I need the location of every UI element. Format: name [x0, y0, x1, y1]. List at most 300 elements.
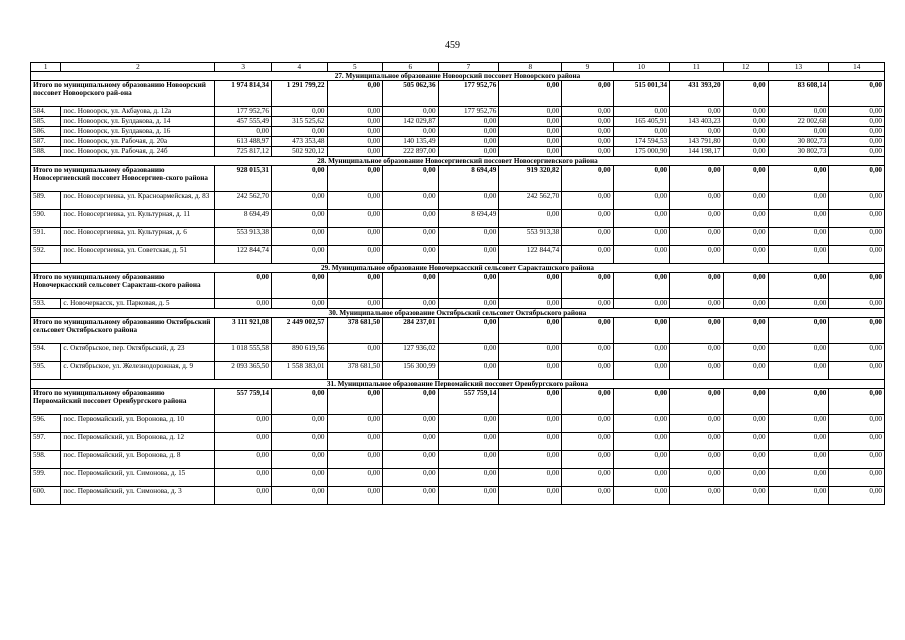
- column-header: 5: [327, 63, 383, 72]
- row-value: 0,00: [438, 147, 499, 157]
- row-value: 0,00: [499, 210, 562, 228]
- total-value: 0,00: [768, 318, 829, 344]
- row-number: 585.: [31, 117, 61, 127]
- total-value: 0,00: [327, 389, 383, 415]
- total-value: 557 759,14: [215, 389, 272, 415]
- total-row: [31, 318, 885, 344]
- row-value: 0,00: [768, 487, 829, 505]
- total-row: [31, 81, 885, 107]
- row-value: 0,00: [562, 107, 613, 117]
- row-value: 174 594,53: [613, 137, 670, 147]
- row-value: 156 300,99: [383, 362, 439, 380]
- row-address: пос. Новосергиевка, ул. Культурная, д. 6: [61, 228, 215, 246]
- row-value: 0,00: [670, 487, 723, 505]
- row-value: 0,00: [829, 137, 885, 147]
- row-value: 0,00: [829, 362, 885, 380]
- column-header: 13: [768, 63, 829, 72]
- row-number: 596.: [31, 415, 61, 433]
- row-number: 594.: [31, 344, 61, 362]
- row-value: 0,00: [383, 451, 439, 469]
- total-value: 0,00: [438, 318, 499, 344]
- row-value: 457 555,49: [215, 117, 272, 127]
- row-value: 0,00: [438, 299, 499, 309]
- row-value: 0,00: [829, 107, 885, 117]
- row-value: 0,00: [829, 415, 885, 433]
- total-value: 2 449 002,57: [271, 318, 327, 344]
- row-value: 127 936,02: [383, 344, 439, 362]
- row-value: 0,00: [768, 451, 829, 469]
- row-value: 0,00: [499, 451, 562, 469]
- row-value: 0,00: [438, 487, 499, 505]
- row-value: 0,00: [499, 469, 562, 487]
- row-address: пос. Первомайский, ул. Воронова, д. 8: [61, 451, 215, 469]
- row-value: 0,00: [215, 433, 272, 451]
- row-value: 0,00: [723, 415, 768, 433]
- total-value: 0,00: [562, 81, 613, 107]
- row-value: 30 802,73: [768, 137, 829, 147]
- total-value: 919 320,82: [499, 166, 562, 192]
- row-value: 0,00: [499, 299, 562, 309]
- row-address: пос. Новосергиевка, ул. Культурная, д. 11: [61, 210, 215, 228]
- row-value: 0,00: [829, 246, 885, 264]
- row-value: 0,00: [670, 107, 723, 117]
- row-value: 22 002,68: [768, 117, 829, 127]
- row-value: 0,00: [499, 127, 562, 137]
- row-value: 0,00: [613, 433, 670, 451]
- total-value: 505 062,36: [383, 81, 439, 107]
- total-value: 0,00: [383, 166, 439, 192]
- row-value: 0,00: [438, 469, 499, 487]
- row-value: 0,00: [327, 137, 383, 147]
- row-value: 0,00: [499, 344, 562, 362]
- row-value: 0,00: [327, 344, 383, 362]
- row-value: 0,00: [768, 127, 829, 137]
- row-value: 0,00: [271, 469, 327, 487]
- row-value: 0,00: [670, 362, 723, 380]
- row-value: 0,00: [613, 415, 670, 433]
- column-header: 7: [438, 63, 499, 72]
- total-value: 0,00: [271, 166, 327, 192]
- row-value: 0,00: [327, 451, 383, 469]
- row-value: 0,00: [215, 415, 272, 433]
- row-address: пос. Первомайский, ул. Воронова, д. 12: [61, 433, 215, 451]
- row-value: 0,00: [562, 469, 613, 487]
- row-value: 0,00: [723, 117, 768, 127]
- row-value: 0,00: [215, 299, 272, 309]
- row-value: 0,00: [438, 246, 499, 264]
- row-value: 242 562,70: [215, 192, 272, 210]
- row-value: 502 920,12: [271, 147, 327, 157]
- total-value: 0,00: [723, 166, 768, 192]
- row-value: 0,00: [723, 137, 768, 147]
- row-number: 584.: [31, 107, 61, 117]
- row-value: 0,00: [271, 451, 327, 469]
- row-value: 0,00: [383, 299, 439, 309]
- total-value: 8 694,49: [438, 166, 499, 192]
- row-value: 725 817,12: [215, 147, 272, 157]
- section-title-row: [31, 380, 885, 389]
- row-value: 30 802,73: [768, 147, 829, 157]
- row-value: 0,00: [383, 415, 439, 433]
- row-value: 0,00: [499, 487, 562, 505]
- row-value: 613 488,97: [215, 137, 272, 147]
- row-value: 0,00: [438, 192, 499, 210]
- row-value: 175 000,90: [613, 147, 670, 157]
- row-number: 590.: [31, 210, 61, 228]
- total-value: 0,00: [723, 318, 768, 344]
- total-row: [31, 166, 885, 192]
- row-value: 1 558 383,01: [271, 362, 327, 380]
- row-value: 8 694,49: [215, 210, 272, 228]
- total-label: Итого по муниципальному образованию Новочеркасский сельсовет Саракташ-ского района: [31, 273, 215, 299]
- row-value: 0,00: [383, 107, 439, 117]
- row-value: 0,00: [829, 433, 885, 451]
- total-row: [31, 389, 885, 415]
- row-value: 0,00: [723, 469, 768, 487]
- total-value: 0,00: [327, 81, 383, 107]
- section-title-row: [31, 72, 885, 81]
- row-value: 0,00: [768, 299, 829, 309]
- table-row: [31, 433, 885, 451]
- row-address: пос. Новоорск, ул. Булдакова, д. 16: [61, 127, 215, 137]
- row-value: 0,00: [271, 299, 327, 309]
- row-value: 0,00: [723, 299, 768, 309]
- row-value: 0,00: [829, 210, 885, 228]
- row-value: 0,00: [829, 344, 885, 362]
- row-value: 0,00: [562, 117, 613, 127]
- section-title: 28. Муниципальное образование Новосергиевский поссовет Новосергиевского района: [31, 157, 885, 166]
- section-title: 27. Муниципальное образование Новоорский поссовет Новоорского района: [31, 72, 885, 81]
- total-row: [31, 273, 885, 299]
- row-value: 0,00: [271, 210, 327, 228]
- row-value: 0,00: [768, 107, 829, 117]
- row-value: 0,00: [215, 469, 272, 487]
- table-row: [31, 299, 885, 309]
- row-address: пос. Новосергиевка, ул. Красноармейская, д. 83: [61, 192, 215, 210]
- row-value: 0,00: [613, 246, 670, 264]
- row-value: 0,00: [271, 433, 327, 451]
- row-value: 0,00: [327, 147, 383, 157]
- row-value: 0,00: [499, 415, 562, 433]
- row-value: 0,00: [438, 362, 499, 380]
- row-value: 143 403,23: [670, 117, 723, 127]
- row-value: 0,00: [613, 107, 670, 117]
- total-value: 0,00: [613, 318, 670, 344]
- row-value: 0,00: [768, 246, 829, 264]
- row-value: 0,00: [271, 127, 327, 137]
- row-value: 242 562,70: [499, 192, 562, 210]
- row-value: 0,00: [613, 210, 670, 228]
- total-value: 0,00: [327, 273, 383, 299]
- row-value: 0,00: [562, 344, 613, 362]
- row-value: 0,00: [670, 192, 723, 210]
- row-value: 0,00: [383, 127, 439, 137]
- column-header: 12: [723, 63, 768, 72]
- row-value: 0,00: [499, 147, 562, 157]
- row-value: 0,00: [723, 228, 768, 246]
- section-title: 31. Муниципальное образование Первомайский поссовет Оренбургского района: [31, 380, 885, 389]
- row-value: 0,00: [383, 246, 439, 264]
- row-number: 589.: [31, 192, 61, 210]
- total-value: 0,00: [670, 166, 723, 192]
- row-value: 0,00: [271, 487, 327, 505]
- row-value: 0,00: [562, 246, 613, 264]
- total-value: 0,00: [670, 318, 723, 344]
- row-value: 0,00: [723, 433, 768, 451]
- row-value: 0,00: [562, 433, 613, 451]
- row-value: 0,00: [670, 299, 723, 309]
- total-value: 1 974 814,34: [215, 81, 272, 107]
- row-value: 0,00: [327, 210, 383, 228]
- row-value: 122 844,74: [215, 246, 272, 264]
- row-value: 122 844,74: [499, 246, 562, 264]
- row-value: 2 093 365,50: [215, 362, 272, 380]
- row-value: 177 952,76: [438, 107, 499, 117]
- row-value: 0,00: [438, 228, 499, 246]
- row-value: 1 018 555,58: [215, 344, 272, 362]
- row-address: пос. Первомайский, ул. Симонова, д. 15: [61, 469, 215, 487]
- table-row: [31, 137, 885, 147]
- row-value: 0,00: [723, 127, 768, 137]
- row-value: 0,00: [327, 246, 383, 264]
- row-value: 0,00: [670, 210, 723, 228]
- total-label: Итого по муниципальному образованию Первомайский поссовет Оренбургского района: [31, 389, 215, 415]
- row-value: 0,00: [613, 192, 670, 210]
- row-value: 0,00: [383, 433, 439, 451]
- column-header: 8: [499, 63, 562, 72]
- row-address: пос. Новосергиевка, ул. Советская, д. 51: [61, 246, 215, 264]
- row-value: 0,00: [768, 362, 829, 380]
- table-row: [31, 344, 885, 362]
- total-value: 0,00: [383, 389, 439, 415]
- row-value: 0,00: [670, 246, 723, 264]
- row-value: 140 135,49: [383, 137, 439, 147]
- data-table: [30, 62, 885, 505]
- total-value: 431 393,20: [670, 81, 723, 107]
- row-value: 0,00: [829, 228, 885, 246]
- total-value: 0,00: [829, 389, 885, 415]
- row-value: 0,00: [768, 344, 829, 362]
- section-title-row: [31, 309, 885, 318]
- total-value: 177 952,76: [438, 81, 499, 107]
- total-value: 0,00: [670, 389, 723, 415]
- row-value: 0,00: [829, 192, 885, 210]
- row-value: 0,00: [499, 107, 562, 117]
- total-value: 0,00: [215, 273, 272, 299]
- total-value: 378 681,50: [327, 318, 383, 344]
- table-row: [31, 127, 885, 137]
- row-value: 0,00: [613, 451, 670, 469]
- row-value: 0,00: [271, 228, 327, 246]
- section-title-row: [31, 157, 885, 166]
- row-value: 0,00: [768, 192, 829, 210]
- row-number: 588.: [31, 147, 61, 157]
- row-address: пос. Первомайский, ул. Воронова, д. 10: [61, 415, 215, 433]
- row-value: 0,00: [327, 228, 383, 246]
- column-header: 2: [61, 63, 215, 72]
- row-value: 0,00: [829, 147, 885, 157]
- page-number: 459: [445, 40, 460, 51]
- total-label: Итого по муниципальному образованию Новоорский поссовет Новоорского рай-она: [31, 81, 215, 107]
- total-value: 0,00: [499, 318, 562, 344]
- table-row: [31, 415, 885, 433]
- row-value: 0,00: [562, 362, 613, 380]
- row-number: 592.: [31, 246, 61, 264]
- row-value: 0,00: [438, 127, 499, 137]
- row-value: 142 029,87: [383, 117, 439, 127]
- row-value: 0,00: [670, 344, 723, 362]
- row-value: 0,00: [562, 192, 613, 210]
- total-value: 0,00: [829, 273, 885, 299]
- column-header: 4: [271, 63, 327, 72]
- column-header: 14: [829, 63, 885, 72]
- table-row: [31, 107, 885, 117]
- row-value: 0,00: [723, 192, 768, 210]
- table-row: [31, 210, 885, 228]
- total-value: 1 291 799,22: [271, 81, 327, 107]
- table-row: [31, 362, 885, 380]
- total-value: 0,00: [327, 166, 383, 192]
- total-value: 0,00: [613, 389, 670, 415]
- row-value: 0,00: [723, 344, 768, 362]
- row-address: с. Новочеркасск, ул. Парковая, д. 5: [61, 299, 215, 309]
- column-header: 1: [31, 63, 61, 72]
- section-title-row: [31, 264, 885, 273]
- total-value: 0,00: [499, 273, 562, 299]
- row-value: 0,00: [723, 362, 768, 380]
- row-value: 0,00: [499, 362, 562, 380]
- row-value: 0,00: [768, 210, 829, 228]
- column-header: 3: [215, 63, 272, 72]
- row-value: 0,00: [768, 433, 829, 451]
- row-address: пос. Новоорск, ул. Булдакова, д. 14: [61, 117, 215, 127]
- row-value: 0,00: [723, 451, 768, 469]
- row-value: 0,00: [271, 246, 327, 264]
- table-row: [31, 246, 885, 264]
- table-row: [31, 117, 885, 127]
- total-value: 0,00: [562, 318, 613, 344]
- total-value: 83 608,14: [768, 81, 829, 107]
- row-value: 0,00: [327, 469, 383, 487]
- row-value: 0,00: [327, 415, 383, 433]
- row-value: 0,00: [613, 487, 670, 505]
- row-value: 0,00: [829, 117, 885, 127]
- row-value: 0,00: [613, 127, 670, 137]
- total-value: 0,00: [499, 81, 562, 107]
- row-value: 8 694,49: [438, 210, 499, 228]
- row-value: 0,00: [768, 469, 829, 487]
- row-value: 378 681,50: [327, 362, 383, 380]
- table-row: [31, 147, 885, 157]
- total-label: Итого по муниципальному образованию Октябрьский сельсовет Октябрьского района: [31, 318, 215, 344]
- row-value: 0,00: [271, 415, 327, 433]
- table-row: [31, 469, 885, 487]
- column-header: 9: [562, 63, 613, 72]
- row-value: 0,00: [562, 137, 613, 147]
- row-value: 0,00: [829, 469, 885, 487]
- row-value: 0,00: [327, 299, 383, 309]
- row-number: 587.: [31, 137, 61, 147]
- row-value: 0,00: [723, 147, 768, 157]
- row-value: 0,00: [670, 228, 723, 246]
- row-number: 598.: [31, 451, 61, 469]
- column-header: 11: [670, 63, 723, 72]
- row-value: 0,00: [327, 192, 383, 210]
- row-value: 553 913,38: [215, 228, 272, 246]
- row-value: 165 405,91: [613, 117, 670, 127]
- row-value: 0,00: [670, 415, 723, 433]
- row-value: 0,00: [215, 451, 272, 469]
- row-value: 0,00: [562, 210, 613, 228]
- row-value: 0,00: [383, 228, 439, 246]
- row-value: 0,00: [670, 451, 723, 469]
- row-value: 0,00: [383, 210, 439, 228]
- header-row: [31, 63, 885, 72]
- total-value: 0,00: [271, 273, 327, 299]
- row-value: 0,00: [271, 107, 327, 117]
- total-value: 0,00: [438, 273, 499, 299]
- row-value: 0,00: [499, 117, 562, 127]
- total-value: 0,00: [613, 273, 670, 299]
- row-value: 0,00: [670, 469, 723, 487]
- row-value: 143 791,80: [670, 137, 723, 147]
- row-value: 0,00: [829, 127, 885, 137]
- row-value: 0,00: [438, 137, 499, 147]
- total-value: 0,00: [670, 273, 723, 299]
- total-value: 0,00: [829, 166, 885, 192]
- row-value: 0,00: [562, 299, 613, 309]
- row-value: 0,00: [768, 228, 829, 246]
- row-value: 0,00: [327, 433, 383, 451]
- row-value: 0,00: [383, 192, 439, 210]
- row-address: пос. Новоорск, ул. Рабочая, д. 24б: [61, 147, 215, 157]
- row-value: 0,00: [327, 117, 383, 127]
- total-value: 0,00: [562, 273, 613, 299]
- row-number: 595.: [31, 362, 61, 380]
- total-value: 0,00: [829, 81, 885, 107]
- section-title: 30. Муниципальное образование Октябрьский сельсовет Октябрьского района: [31, 309, 885, 318]
- table-row: [31, 228, 885, 246]
- row-value: 0,00: [670, 127, 723, 137]
- total-label: Итого по муниципальному образованию Новосергиевский поссовет Новосергиев-ского района: [31, 166, 215, 192]
- row-value: 222 897,00: [383, 147, 439, 157]
- section-title: 29. Муниципальное образование Новочеркасский сельсовет Саракташского района: [31, 264, 885, 273]
- row-value: 0,00: [215, 487, 272, 505]
- row-value: 0,00: [613, 469, 670, 487]
- row-value: 0,00: [613, 299, 670, 309]
- table-row: [31, 192, 885, 210]
- row-value: 0,00: [438, 433, 499, 451]
- row-number: 586.: [31, 127, 61, 137]
- total-value: 0,00: [383, 273, 439, 299]
- row-address: пос. Новоорск, ул. Акбауова, д. 12а: [61, 107, 215, 117]
- row-value: 0,00: [438, 117, 499, 127]
- row-value: 0,00: [438, 451, 499, 469]
- total-value: 928 015,31: [215, 166, 272, 192]
- total-value: 0,00: [613, 166, 670, 192]
- row-number: 591.: [31, 228, 61, 246]
- row-number: 593.: [31, 299, 61, 309]
- row-value: 0,00: [438, 415, 499, 433]
- row-value: 0,00: [562, 127, 613, 137]
- row-value: 0,00: [768, 415, 829, 433]
- total-value: 557 759,14: [438, 389, 499, 415]
- row-value: 0,00: [723, 107, 768, 117]
- row-address: пос. Новоорск, ул. Рабочая, д. 20а: [61, 137, 215, 147]
- row-value: 0,00: [829, 299, 885, 309]
- total-value: 0,00: [723, 389, 768, 415]
- row-value: 0,00: [723, 246, 768, 264]
